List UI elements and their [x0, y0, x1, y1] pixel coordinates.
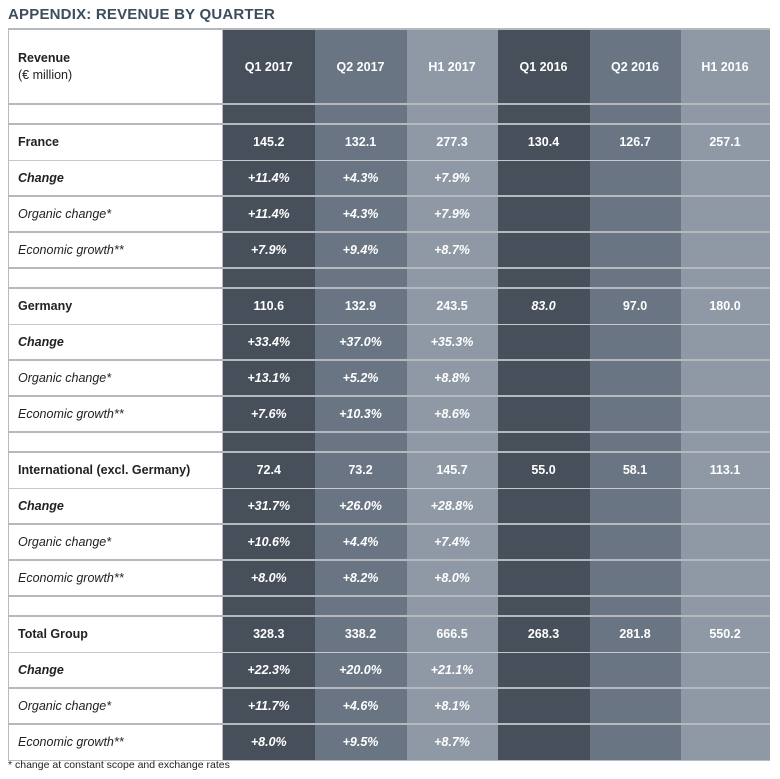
revenue-table: [8, 28, 770, 761]
header-col-q1-2017: Q1 2017: [223, 29, 315, 104]
econ-cell: +8.7%: [407, 232, 498, 268]
econ-cell: [498, 396, 590, 432]
organic-label: Organic change*: [9, 196, 223, 232]
econ-row: [9, 232, 770, 268]
organic-cell: +5.2%: [315, 360, 407, 396]
econ-cell: +7.6%: [223, 396, 315, 432]
value-cell: 58.1: [590, 452, 681, 488]
value-cell: 328.3: [223, 616, 315, 652]
econ-cell: [590, 232, 681, 268]
change-cell: [590, 488, 681, 524]
econ-cell: +8.7%: [407, 724, 498, 760]
change-row: [9, 652, 770, 688]
econ-cell: [681, 396, 770, 432]
section-name: Total Group: [9, 616, 223, 652]
organic-cell: [681, 688, 770, 724]
organic-cell: [681, 196, 770, 232]
econ-cell: [681, 724, 770, 760]
spacer-row: [9, 432, 770, 452]
econ-cell: +8.0%: [223, 724, 315, 760]
value-cell: 132.1: [315, 124, 407, 160]
change-cell: [498, 652, 590, 688]
organic-row: [9, 688, 770, 724]
header-label-unit: (€ million): [18, 68, 73, 82]
organic-cell: [681, 360, 770, 396]
econ-row: [9, 560, 770, 596]
change-cell: +11.4%: [223, 160, 315, 196]
organic-cell: +13.1%: [223, 360, 315, 396]
change-cell: [681, 324, 770, 360]
section-row-0: [9, 124, 770, 160]
econ-cell: +7.9%: [223, 232, 315, 268]
change-cell: +33.4%: [223, 324, 315, 360]
value-cell: 55.0: [498, 452, 590, 488]
section-name: France: [9, 124, 223, 160]
value-cell: 666.5: [407, 616, 498, 652]
econ-label: Economic growth**: [9, 396, 223, 432]
header-col-h1-2016: H1 2016: [681, 29, 770, 104]
change-cell: [590, 160, 681, 196]
change-row: [9, 160, 770, 196]
econ-cell: +10.3%: [315, 396, 407, 432]
change-cell: [681, 488, 770, 524]
change-cell: [498, 324, 590, 360]
change-cell: +35.3%: [407, 324, 498, 360]
organic-cell: [498, 360, 590, 396]
organic-cell: +4.3%: [315, 196, 407, 232]
change-cell: [498, 488, 590, 524]
value-cell: 550.2: [681, 616, 770, 652]
section-row-2: [9, 452, 770, 488]
change-cell: +7.9%: [407, 160, 498, 196]
change-label: Change: [9, 652, 223, 688]
value-cell: 281.8: [590, 616, 681, 652]
econ-cell: [590, 724, 681, 760]
econ-cell: +8.2%: [315, 560, 407, 596]
organic-cell: +11.7%: [223, 688, 315, 724]
organic-label: Organic change*: [9, 688, 223, 724]
value-cell: 257.1: [681, 124, 770, 160]
value-cell: 338.2: [315, 616, 407, 652]
spacer-row: [9, 596, 770, 616]
change-cell: +28.8%: [407, 488, 498, 524]
section-row-3: [9, 616, 770, 652]
organic-label: Organic change*: [9, 524, 223, 560]
value-cell: 113.1: [681, 452, 770, 488]
value-cell: 145.7: [407, 452, 498, 488]
change-label: Change: [9, 324, 223, 360]
value-cell: 243.5: [407, 288, 498, 324]
organic-cell: [590, 360, 681, 396]
header-col-q2-2016: Q2 2016: [590, 29, 681, 104]
spacer-row: [9, 104, 770, 124]
value-cell: 277.3: [407, 124, 498, 160]
organic-cell: [590, 196, 681, 232]
value-cell: 83.0: [498, 288, 590, 324]
change-cell: [681, 652, 770, 688]
organic-cell: +8.1%: [407, 688, 498, 724]
change-cell: [590, 324, 681, 360]
value-cell: 130.4: [498, 124, 590, 160]
organic-row: [9, 196, 770, 232]
organic-cell: +7.4%: [407, 524, 498, 560]
value-cell: 110.6: [223, 288, 315, 324]
econ-cell: +8.6%: [407, 396, 498, 432]
change-cell: +22.3%: [223, 652, 315, 688]
econ-cell: [590, 396, 681, 432]
change-cell: +21.1%: [407, 652, 498, 688]
organic-cell: +4.4%: [315, 524, 407, 560]
value-cell: 180.0: [681, 288, 770, 324]
econ-cell: +9.4%: [315, 232, 407, 268]
header-label-revenue: Revenue: [18, 51, 71, 65]
section-name: Germany: [9, 288, 223, 324]
change-cell: +4.3%: [315, 160, 407, 196]
econ-cell: +8.0%: [223, 560, 315, 596]
econ-cell: +9.5%: [315, 724, 407, 760]
organic-cell: [498, 196, 590, 232]
econ-cell: +8.0%: [407, 560, 498, 596]
value-cell: 73.2: [315, 452, 407, 488]
organic-row: [9, 360, 770, 396]
organic-cell: +7.9%: [407, 196, 498, 232]
econ-cell: [498, 724, 590, 760]
change-cell: [681, 160, 770, 196]
table-header-row: [9, 29, 770, 104]
econ-row: [9, 724, 770, 760]
change-cell: [498, 160, 590, 196]
header-col-q2-2017: Q2 2017: [315, 29, 407, 104]
spacer-row: [9, 268, 770, 288]
header-label-cell: [9, 29, 223, 104]
value-cell: 126.7: [590, 124, 681, 160]
change-label: Change: [9, 160, 223, 196]
organic-cell: +4.6%: [315, 688, 407, 724]
organic-cell: +10.6%: [223, 524, 315, 560]
econ-cell: [498, 232, 590, 268]
header-col-h1-2017: H1 2017: [407, 29, 498, 104]
change-cell: +26.0%: [315, 488, 407, 524]
change-cell: +37.0%: [315, 324, 407, 360]
organic-cell: +11.4%: [223, 196, 315, 232]
page-title: APPENDIX: REVENUE BY QUARTER: [8, 6, 276, 23]
organic-cell: [498, 688, 590, 724]
value-cell: 145.2: [223, 124, 315, 160]
value-cell: 72.4: [223, 452, 315, 488]
organic-cell: [498, 524, 590, 560]
organic-cell: [681, 524, 770, 560]
value-cell: 97.0: [590, 288, 681, 324]
econ-cell: [590, 560, 681, 596]
econ-label: Economic growth**: [9, 560, 223, 596]
change-row: [9, 324, 770, 360]
section-name: International (excl. Germany): [9, 452, 223, 488]
organic-cell: [590, 688, 681, 724]
sections-body: [9, 124, 770, 760]
section-row-1: [9, 288, 770, 324]
organic-label: Organic change*: [9, 360, 223, 396]
econ-label: Economic growth**: [9, 232, 223, 268]
header-col-q1-2016: Q1 2016: [498, 29, 590, 104]
econ-label: Economic growth**: [9, 724, 223, 760]
organic-row: [9, 524, 770, 560]
footnote: * change at constant scope and exchange rates: [8, 759, 230, 771]
value-cell: 132.9: [315, 288, 407, 324]
change-label: Change: [9, 488, 223, 524]
change-cell: +31.7%: [223, 488, 315, 524]
value-cell: 268.3: [498, 616, 590, 652]
econ-cell: [681, 232, 770, 268]
organic-cell: +8.8%: [407, 360, 498, 396]
change-cell: +20.0%: [315, 652, 407, 688]
change-row: [9, 488, 770, 524]
econ-cell: [498, 560, 590, 596]
organic-cell: [590, 524, 681, 560]
econ-row: [9, 396, 770, 432]
econ-cell: [681, 560, 770, 596]
change-cell: [590, 652, 681, 688]
